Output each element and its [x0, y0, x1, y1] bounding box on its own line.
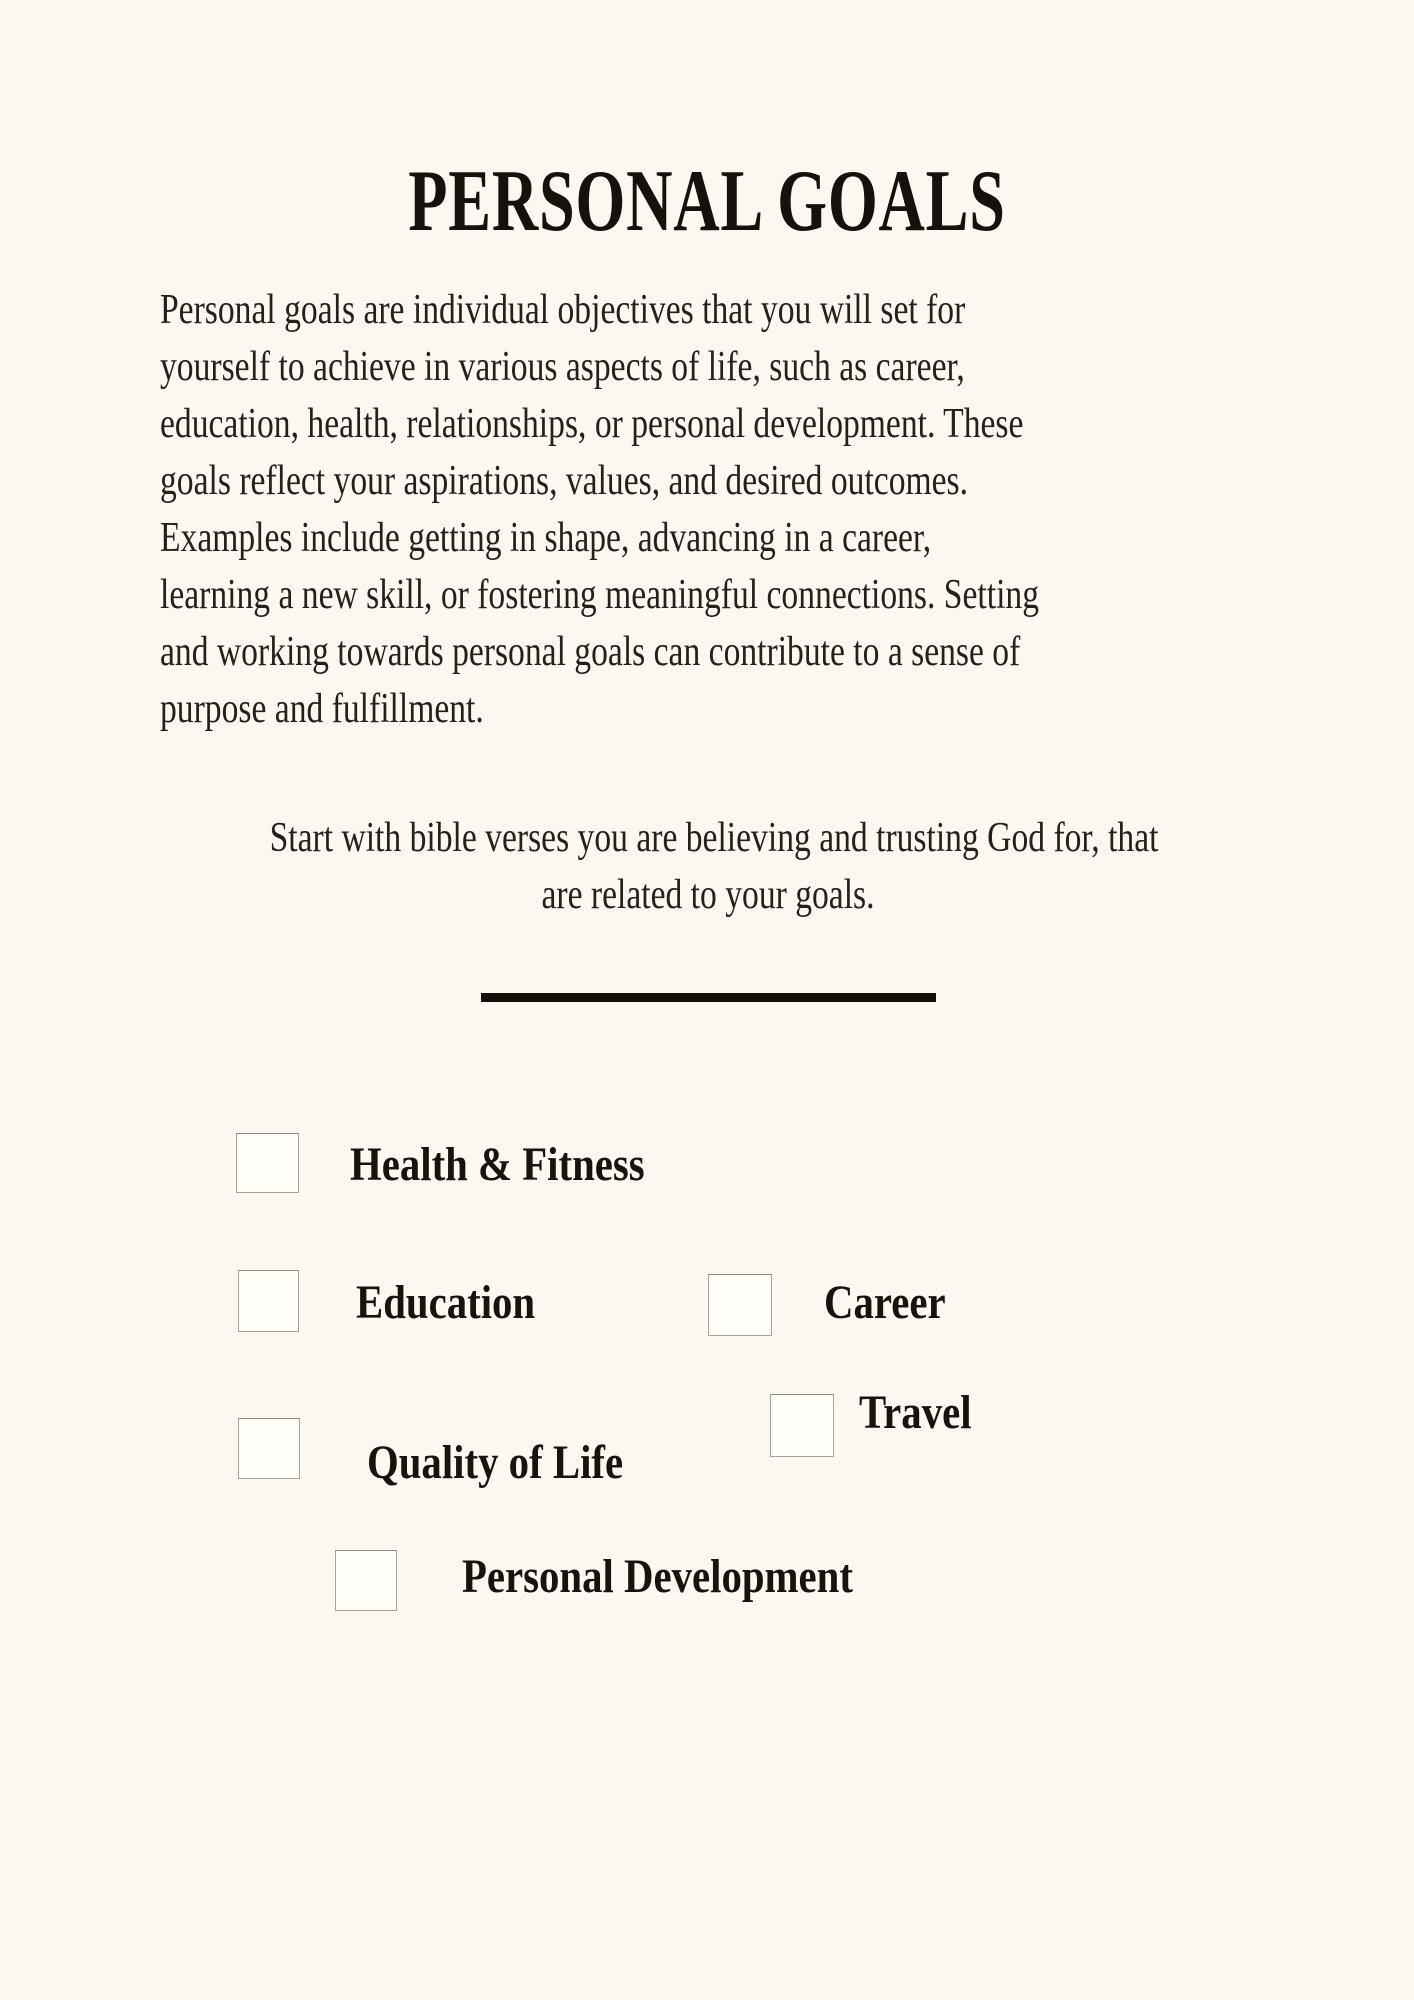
goal-label-quality-of-life: Quality of Life: [367, 1436, 624, 1489]
goal-label-health-fitness: Health & Fitness: [350, 1138, 645, 1191]
intro-line: yourself to achieve in various aspects of life, such as career,: [160, 344, 965, 390]
instruction-line: Start with bible verses you are believing and trusting God for, that: [269, 815, 1159, 861]
intro-line: education, health, relationships, or personal development. These: [160, 401, 1024, 447]
checkbox-education[interactable]: [238, 1270, 299, 1332]
page-title: PERSONAL GOALS: [408, 153, 1006, 250]
checkbox-quality-of-life[interactable]: [238, 1418, 300, 1479]
checkbox-health-fitness[interactable]: [236, 1133, 299, 1193]
intro-line: purpose and fulfillment.: [160, 686, 484, 732]
intro-line: goals reflect your aspirations, values, and desired outcomes.: [160, 458, 969, 504]
goal-label-education: Education: [356, 1276, 536, 1329]
checkbox-career[interactable]: [708, 1274, 772, 1336]
checkbox-personal-development[interactable]: [335, 1550, 397, 1611]
intro-line: and working towards personal goals can contribute to a sense of: [160, 629, 1021, 675]
intro-line: learning a new skill, or fostering meaningful connections. Setting: [160, 572, 1039, 618]
goal-label-career: Career: [824, 1276, 946, 1329]
intro-line: Personal goals are individual objectives that you will set for: [160, 287, 966, 333]
intro-paragraph: [160, 282, 1039, 738]
divider-line: [481, 993, 936, 1002]
instruction-text: [160, 810, 1256, 924]
instruction-line: are related to your goals.: [541, 872, 875, 918]
goal-label-personal-development: Personal Development: [462, 1550, 853, 1603]
intro-line: Examples include getting in shape, advancing in a career,: [160, 515, 932, 561]
goal-label-travel: Travel: [859, 1386, 972, 1439]
checkbox-travel[interactable]: [770, 1394, 834, 1457]
